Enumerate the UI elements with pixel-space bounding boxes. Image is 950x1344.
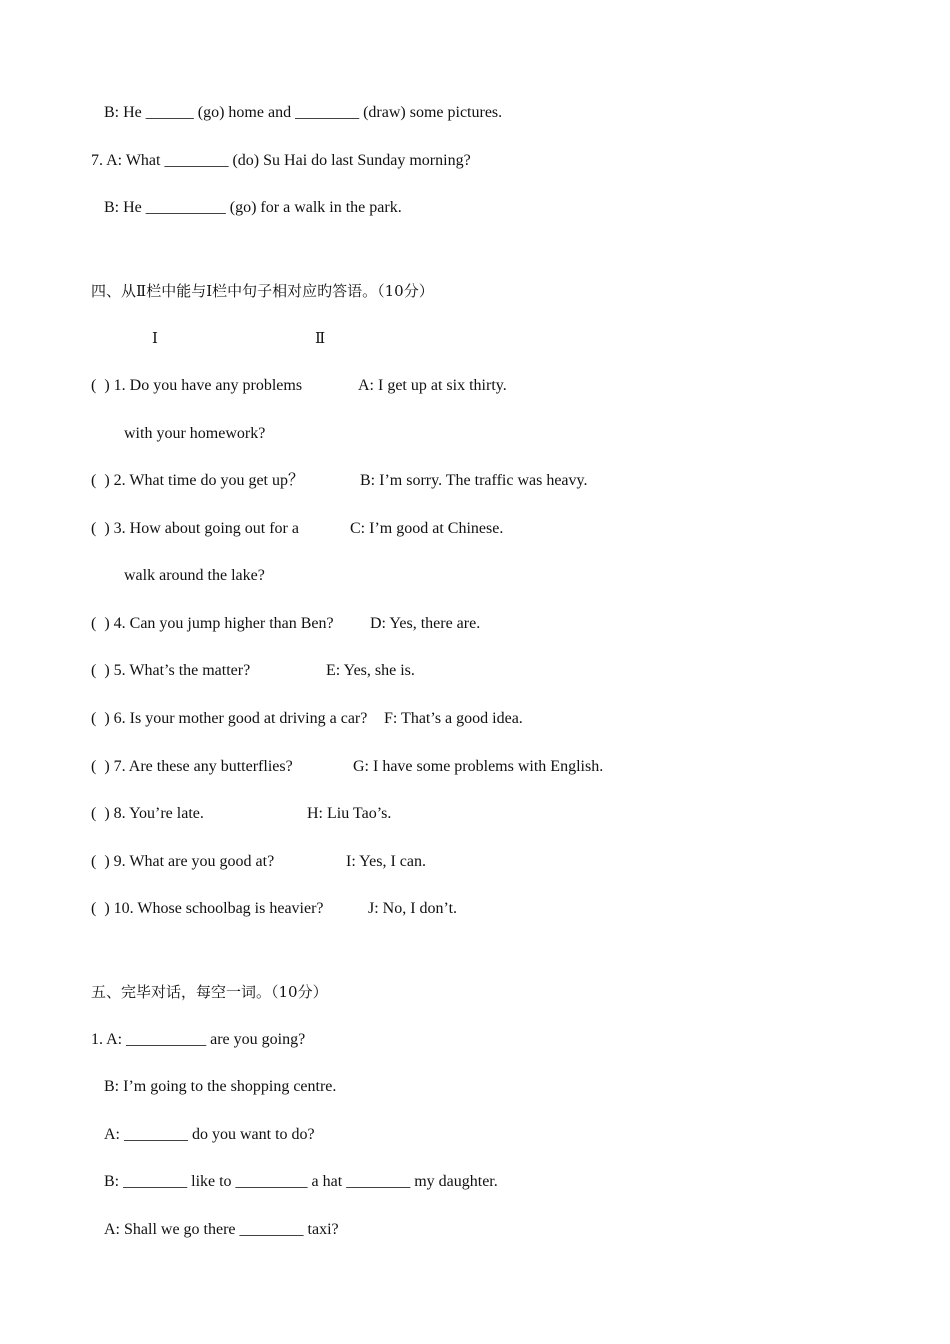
match-question-3-cont: walk around the lake? bbox=[124, 567, 265, 584]
match-question-10: ( ) 10. Whose schoolbag is heavier? bbox=[91, 900, 324, 917]
match-question-9: ( ) 9. What are you good at? bbox=[91, 853, 275, 870]
match-question-4: ( ) 4. Can you jump higher than Ben? bbox=[91, 615, 334, 632]
match-answer-d: D: Yes, there are. bbox=[370, 615, 481, 632]
match-question-1: ( ) 1. Do you have any problems bbox=[91, 377, 303, 394]
column2-header: Ⅱ bbox=[315, 329, 326, 347]
column1-header: Ⅰ bbox=[152, 329, 158, 347]
dialogue-line-1: 1. A: __________ are you going? bbox=[91, 1031, 306, 1048]
match-answer-j: J: No, I don’t. bbox=[368, 900, 458, 917]
match-answer-f: F: That’s a good idea. bbox=[384, 710, 523, 727]
match-question-1-cont: with your homework? bbox=[124, 425, 266, 442]
match-answer-a: A: I get up at six thirty. bbox=[358, 377, 507, 394]
q7-question-line: 7. A: What ________ (do) Su Hai do last Sunday morning? bbox=[91, 152, 471, 169]
dialogue-line-5: A: Shall we go there ________ taxi? bbox=[104, 1221, 339, 1238]
q6-answer-line: B: He ______ (go) home and ________ (draw) some pictures. bbox=[104, 104, 503, 121]
match-answer-g: G: I have some problems with English. bbox=[353, 758, 604, 775]
match-question-2: ( ) 2. What time do you get up？ bbox=[91, 472, 305, 489]
match-answer-h: H: Liu Tao’s. bbox=[307, 805, 392, 822]
dialogue-line-3: A: ________ do you want to do? bbox=[104, 1126, 315, 1143]
match-answer-c: C: I’m good at Chinese. bbox=[350, 520, 504, 537]
match-question-5: ( ) 5. What’s the matter? bbox=[91, 662, 251, 679]
dialogue-line-2: B: I’m going to the shopping centre. bbox=[104, 1078, 337, 1095]
match-question-6: ( ) 6. Is your mother good at driving a car? bbox=[91, 710, 368, 727]
match-question-8: ( ) 8. You’re late. bbox=[91, 805, 204, 822]
section4-title: 四、从Ⅱ栏中能与Ⅰ栏中句子相对应旳答语。（10分） bbox=[91, 282, 434, 300]
match-question-7: ( ) 7. Are these any butterflies? bbox=[91, 758, 293, 775]
match-answer-i: I: Yes, I can. bbox=[346, 853, 426, 870]
match-question-3: ( ) 3. How about going out for a bbox=[91, 520, 299, 537]
section5-title: 五、完毕对话，每空一词。（10分） bbox=[91, 983, 328, 1001]
match-answer-b: B: I’m sorry. The traffic was heavy. bbox=[360, 472, 588, 489]
match-answer-e: E: Yes, she is. bbox=[326, 662, 415, 679]
dialogue-line-4: B: ________ like to _________ a hat ________ my daughter. bbox=[104, 1173, 498, 1190]
q7-answer-line: B: He __________ (go) for a walk in the park. bbox=[104, 199, 402, 216]
